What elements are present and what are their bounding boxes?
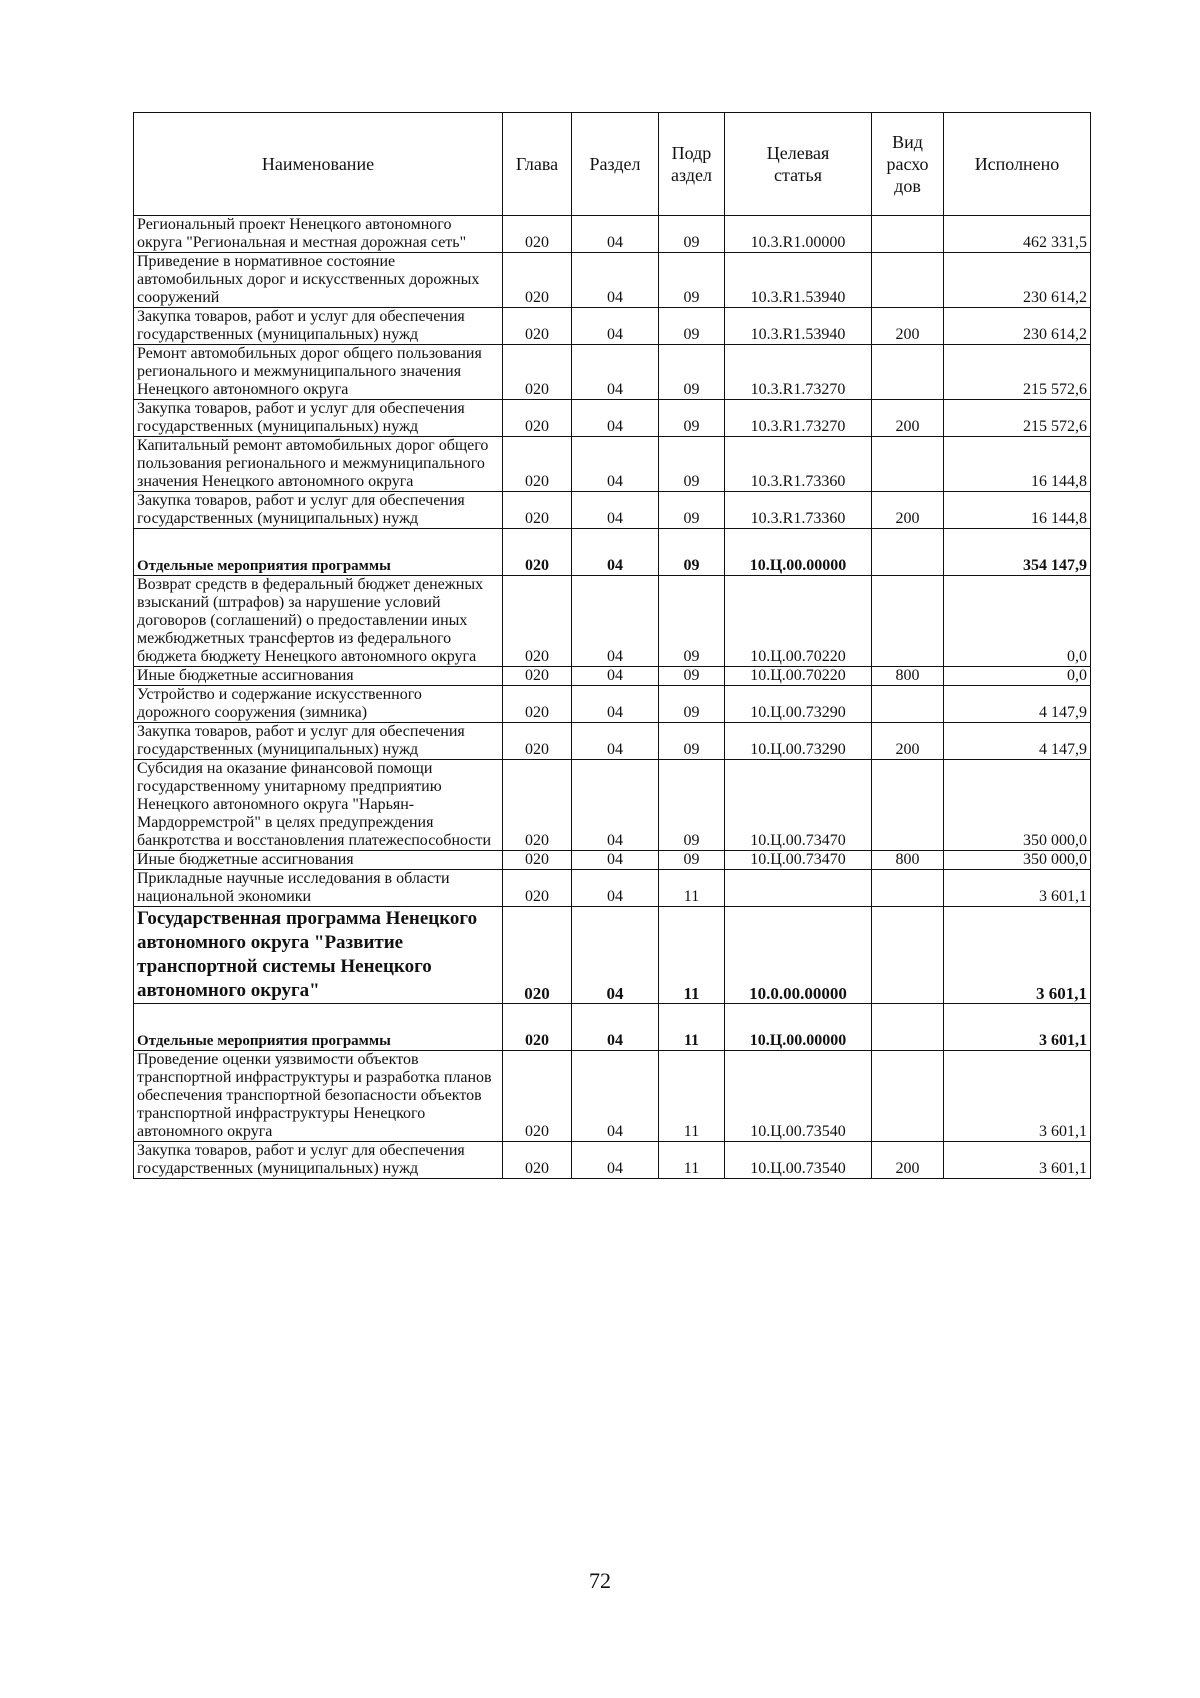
row-ispolneno: 3 601,1 xyxy=(944,1051,1091,1142)
row-name: Возврат средств в федеральный бюджет денежных взысканий (штрафов) за нарушение условий договоров (соглашений) о предоставлении иных межбюджетных трансфертов из федерального бюджета бюджету Ненецкого автономного округа xyxy=(134,576,503,667)
table-row xyxy=(134,1004,1091,1051)
row-razdel: 04 xyxy=(572,851,659,870)
row-name: Отдельные мероприятия программы xyxy=(134,529,503,576)
header-glava: Глава xyxy=(503,113,572,216)
row-podrazdel: 11 xyxy=(659,1004,725,1051)
row-razdel: 04 xyxy=(572,1142,659,1179)
row-podrazdel: 09 xyxy=(659,308,725,345)
row-ispolneno: 4 147,9 xyxy=(944,723,1091,760)
row-celevaya: 10.Ц.00.73290 xyxy=(725,686,872,723)
row-vid xyxy=(872,529,944,576)
row-razdel: 04 xyxy=(572,686,659,723)
row-name: Прикладные научные исследования в области национальной экономики xyxy=(134,870,503,907)
row-podrazdel: 11 xyxy=(659,870,725,907)
row-podrazdel: 09 xyxy=(659,723,725,760)
row-glava: 020 xyxy=(503,851,572,870)
table-row xyxy=(134,851,1091,870)
row-glava: 020 xyxy=(503,529,572,576)
row-glava: 020 xyxy=(503,723,572,760)
row-celevaya: 10.3.R1.53940 xyxy=(725,253,872,308)
table-row xyxy=(134,576,1091,667)
row-name: Субсидия на оказание финансовой помощи государственному унитарному предприятию Ненецкого автономного округа "Нарьян-Мардорремстрой" в целях предупреждения банкротства и восстановления платежеспособности xyxy=(134,760,503,851)
table-row xyxy=(134,400,1091,437)
table-row xyxy=(134,437,1091,492)
row-vid: 200 xyxy=(872,492,944,529)
row-name: Иные бюджетные ассигнования xyxy=(134,667,503,686)
row-celevaya: 10.3.R1.73270 xyxy=(725,345,872,400)
row-vid: 200 xyxy=(872,400,944,437)
row-razdel: 04 xyxy=(572,492,659,529)
row-glava: 020 xyxy=(503,907,572,1004)
row-ispolneno: 3 601,1 xyxy=(944,907,1091,1004)
row-vid: 200 xyxy=(872,1142,944,1179)
row-podrazdel: 11 xyxy=(659,907,725,1004)
row-vid xyxy=(872,216,944,253)
row-podrazdel: 09 xyxy=(659,253,725,308)
row-name: Проведение оценки уязвимости объектов транспортной инфраструктуры и разработка планов обеспечения транспортной безопасности объектов транспортной инфраструктуры Ненецкого автономного округа xyxy=(134,1051,503,1142)
row-razdel: 04 xyxy=(572,907,659,1004)
table-row xyxy=(134,760,1091,851)
row-celevaya: 10.3.R1.00000 xyxy=(725,216,872,253)
row-podrazdel: 11 xyxy=(659,1142,725,1179)
table-row xyxy=(134,686,1091,723)
row-vid xyxy=(872,1004,944,1051)
table-row xyxy=(134,723,1091,760)
row-ispolneno: 3 601,1 xyxy=(944,870,1091,907)
row-name: Закупка товаров, работ и услуг для обеспечения государственных (муниципальных) нужд xyxy=(134,492,503,529)
row-name: Закупка товаров, работ и услуг для обеспечения государственных (муниципальных) нужд xyxy=(134,1142,503,1179)
budget-table xyxy=(133,112,1091,1179)
row-podrazdel: 09 xyxy=(659,851,725,870)
table-row xyxy=(134,870,1091,907)
row-glava: 020 xyxy=(503,400,572,437)
row-celevaya: 10.Ц.00.73470 xyxy=(725,851,872,870)
row-ispolneno: 230 614,2 xyxy=(944,308,1091,345)
row-name: Отдельные мероприятия программы xyxy=(134,1004,503,1051)
row-razdel: 04 xyxy=(572,667,659,686)
row-razdel: 04 xyxy=(572,760,659,851)
row-glava: 020 xyxy=(503,870,572,907)
row-ispolneno: 4 147,9 xyxy=(944,686,1091,723)
row-glava: 020 xyxy=(503,492,572,529)
row-ispolneno: 16 144,8 xyxy=(944,492,1091,529)
table-header-row xyxy=(134,113,1091,216)
row-glava: 020 xyxy=(503,760,572,851)
row-vid xyxy=(872,907,944,1004)
row-podrazdel: 09 xyxy=(659,345,725,400)
row-podrazdel: 09 xyxy=(659,216,725,253)
row-ispolneno: 350 000,0 xyxy=(944,760,1091,851)
row-podrazdel: 09 xyxy=(659,760,725,851)
row-vid: 200 xyxy=(872,723,944,760)
row-celevaya: 10.Ц.00.00000 xyxy=(725,1004,872,1051)
row-ispolneno: 230 614,2 xyxy=(944,253,1091,308)
row-podrazdel: 09 xyxy=(659,576,725,667)
row-podrazdel: 09 xyxy=(659,437,725,492)
table-row xyxy=(134,253,1091,308)
row-glava: 020 xyxy=(503,253,572,308)
row-name: Ремонт автомобильных дорог общего пользования регионального и межмуниципального значения Ненецкого автономного округа xyxy=(134,345,503,400)
row-razdel: 04 xyxy=(572,253,659,308)
row-razdel: 04 xyxy=(572,723,659,760)
row-celevaya: 10.Ц.00.73540 xyxy=(725,1142,872,1179)
row-podrazdel: 09 xyxy=(659,686,725,723)
row-celevaya: 10.Ц.00.70220 xyxy=(725,576,872,667)
row-celevaya: 10.Ц.00.70220 xyxy=(725,667,872,686)
row-razdel: 04 xyxy=(572,400,659,437)
row-ispolneno: 462 331,5 xyxy=(944,216,1091,253)
row-podrazdel: 09 xyxy=(659,529,725,576)
row-celevaya: 10.Ц.00.73540 xyxy=(725,1051,872,1142)
table-row xyxy=(134,667,1091,686)
row-razdel: 04 xyxy=(572,1004,659,1051)
header-vid: Вид расхо дов xyxy=(872,113,944,216)
header-ispolneno: Исполнено xyxy=(944,113,1091,216)
row-podrazdel: 09 xyxy=(659,492,725,529)
row-ispolneno: 16 144,8 xyxy=(944,437,1091,492)
row-ispolneno: 350 000,0 xyxy=(944,851,1091,870)
row-celevaya xyxy=(725,870,872,907)
row-glava: 020 xyxy=(503,686,572,723)
row-vid xyxy=(872,576,944,667)
row-podrazdel: 09 xyxy=(659,667,725,686)
row-vid: 800 xyxy=(872,667,944,686)
row-ispolneno: 0,0 xyxy=(944,667,1091,686)
row-name: Региональный проект Ненецкого автономного округа "Региональная и местная дорожная сеть" xyxy=(134,216,503,253)
row-razdel: 04 xyxy=(572,1051,659,1142)
row-ispolneno: 0,0 xyxy=(944,576,1091,667)
row-ispolneno: 215 572,6 xyxy=(944,400,1091,437)
row-name: Капитальный ремонт автомобильных дорог общего пользования регионального и межмуниципального значения Ненецкого автономного округа xyxy=(134,437,503,492)
row-celevaya: 10.3.R1.53940 xyxy=(725,308,872,345)
row-name: Закупка товаров, работ и услуг для обеспечения государственных (муниципальных) нужд xyxy=(134,400,503,437)
row-name: Устройство и содержание искусственного дорожного сооружения (зимника) xyxy=(134,686,503,723)
row-celevaya: 10.3.R1.73360 xyxy=(725,492,872,529)
row-celevaya: 10.Ц.00.73290 xyxy=(725,723,872,760)
row-glava: 020 xyxy=(503,1051,572,1142)
header-celevaya: Целевая статья xyxy=(725,113,872,216)
row-ispolneno: 3 601,1 xyxy=(944,1004,1091,1051)
row-name: Приведение в нормативное состояние автомобильных дорог и искусственных дорожных сооружений xyxy=(134,253,503,308)
row-razdel: 04 xyxy=(572,870,659,907)
row-vid xyxy=(872,345,944,400)
row-vid xyxy=(872,870,944,907)
row-podrazdel: 09 xyxy=(659,400,725,437)
row-vid: 800 xyxy=(872,851,944,870)
row-vid xyxy=(872,760,944,851)
table-row xyxy=(134,216,1091,253)
row-name: Закупка товаров, работ и услуг для обеспечения государственных (муниципальных) нужд xyxy=(134,723,503,760)
header-razdel: Раздел xyxy=(572,113,659,216)
row-razdel: 04 xyxy=(572,437,659,492)
row-name: Государственная программа Ненецкого автономного округа "Развитие транспортной системы Ненецкого автономного округа" xyxy=(134,907,503,1004)
table-row xyxy=(134,1142,1091,1179)
row-glava: 020 xyxy=(503,1004,572,1051)
row-celevaya: 10.Ц.00.73470 xyxy=(725,760,872,851)
row-glava: 020 xyxy=(503,576,572,667)
table-row xyxy=(134,1051,1091,1142)
row-glava: 020 xyxy=(503,216,572,253)
table-row xyxy=(134,492,1091,529)
row-glava: 020 xyxy=(503,437,572,492)
header-name: Наименование xyxy=(134,113,503,216)
row-razdel: 04 xyxy=(572,216,659,253)
row-celevaya: 10.3.R1.73360 xyxy=(725,437,872,492)
row-name: Закупка товаров, работ и услуг для обеспечения государственных (муниципальных) нужд xyxy=(134,308,503,345)
row-glava: 020 xyxy=(503,667,572,686)
page-number: 72 xyxy=(589,1568,611,1593)
row-glava: 020 xyxy=(503,308,572,345)
row-podrazdel: 11 xyxy=(659,1051,725,1142)
row-name: Иные бюджетные ассигнования xyxy=(134,851,503,870)
row-razdel: 04 xyxy=(572,576,659,667)
row-celevaya: 10.Ц.00.00000 xyxy=(725,529,872,576)
row-vid xyxy=(872,1051,944,1142)
row-vid xyxy=(872,686,944,723)
header-podrazdel: Подр аздел xyxy=(659,113,725,216)
row-ispolneno: 3 601,1 xyxy=(944,1142,1091,1179)
row-vid xyxy=(872,437,944,492)
row-glava: 020 xyxy=(503,345,572,400)
table-row xyxy=(134,308,1091,345)
row-ispolneno: 354 147,9 xyxy=(944,529,1091,576)
row-vid: 200 xyxy=(872,308,944,345)
row-razdel: 04 xyxy=(572,345,659,400)
table-row xyxy=(134,529,1091,576)
row-razdel: 04 xyxy=(572,308,659,345)
row-glava: 020 xyxy=(503,1142,572,1179)
row-celevaya: 10.3.R1.73270 xyxy=(725,400,872,437)
table-row xyxy=(134,907,1091,1004)
row-ispolneno: 215 572,6 xyxy=(944,345,1091,400)
row-vid xyxy=(872,253,944,308)
table-row xyxy=(134,345,1091,400)
row-celevaya: 10.0.00.00000 xyxy=(725,907,872,1004)
row-razdel: 04 xyxy=(572,529,659,576)
